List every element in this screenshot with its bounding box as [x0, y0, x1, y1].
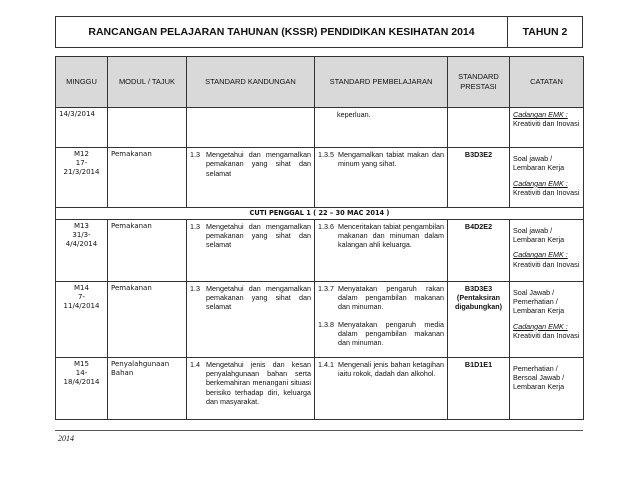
content-standard-cell: [187, 108, 315, 148]
table-row: [56, 148, 584, 208]
module-title: Pemakanan: [111, 150, 152, 158]
col-header-learning-standard: STANDARD PEMBELAJARAN: [315, 57, 448, 108]
module-cell: [108, 281, 187, 357]
content-standard-cell: [187, 281, 315, 357]
learning-number: 1.3.8: [318, 319, 334, 329]
performance-cell: [448, 281, 510, 357]
module-title: Pemakanan: [111, 221, 152, 230]
module-title: Pemakanan: [111, 283, 152, 292]
learning-number: 1.3.5: [318, 150, 334, 159]
performance-cell: [448, 148, 510, 208]
notes-text: Soal jawab / Lembaran Kerja: [513, 225, 565, 244]
content-number: 1.4: [190, 359, 200, 369]
content-text: Mengetahui dan mengamalkan pemakanan yang sihat dan selamat: [206, 221, 311, 250]
notes-text: Soal Jawab / Pemerhatian / Lembaran Kerja: [513, 287, 565, 316]
performance-note: (Pentaksiran digabungkan): [454, 292, 503, 312]
notes-cell: [510, 148, 584, 208]
col-header-performance-standard: STANDARD PRESTASI: [448, 57, 510, 108]
notes-cell: [510, 357, 584, 419]
learning-standard-cell: [315, 108, 448, 148]
content-standard-cell: [187, 357, 315, 419]
holiday-row: [56, 208, 584, 220]
learning-text: Menyatakan pengaruh rakan dalam pengambilan makanan dan minuman.: [338, 283, 444, 312]
performance-cell: [448, 219, 510, 281]
content-text: Mengetahui dan mengamalkan pemakanan yang sihat dan selamat: [206, 283, 311, 312]
emk-text: Kreativiti dan Inovasi: [513, 188, 580, 198]
performance-code: B4D2E2: [464, 221, 493, 231]
emk-label: Cadangan EMK :: [513, 178, 568, 188]
notes-text: Soal jawab / Lembaran Kerja: [513, 154, 565, 173]
module-cell: [108, 219, 187, 281]
module-cell: [108, 148, 187, 208]
module-cell: [108, 357, 187, 419]
learning-standard-cell: [315, 281, 448, 357]
learning-standard-cell: [315, 148, 448, 208]
notes-text: Pemerhatian / Bersoal Jawab / Lembaran Kerja: [513, 363, 565, 392]
learning-number: 1.4.1: [318, 359, 334, 369]
week-cell: [56, 148, 108, 208]
learning-text: Mengenali jenis bahan ketagihan iaitu rokok, dadah dan alkohol.: [338, 359, 444, 378]
content-number: 1.3: [190, 150, 200, 159]
week-cell: [56, 219, 108, 281]
week-cell: [56, 281, 108, 357]
emk-label: Cadangan EMK :: [513, 321, 568, 331]
content-number: 1.3: [190, 283, 200, 293]
performance-code: B1D1E1: [464, 359, 493, 369]
footer-rule: [55, 430, 583, 431]
week-number: M15: [74, 359, 89, 368]
emk-label: Cadangan EMK :: [513, 110, 568, 119]
learning-number: 1.3.6: [318, 221, 334, 231]
emk-text: Kreativiti dan Inovasi: [513, 331, 580, 340]
notes-cell: [510, 108, 584, 148]
page-title: RANCANGAN PELAJARAN TAHUNAN (KSSR) PENDIDIKAN KESIHATAN 2014: [88, 26, 475, 38]
content-number: 1.3: [190, 221, 200, 231]
week-cell: [56, 357, 108, 419]
title-box: [55, 16, 583, 48]
emk-text: Kreativiti dan Inovasi: [513, 119, 580, 129]
performance-cell: [448, 357, 510, 419]
week-start: 17-: [75, 159, 88, 168]
learning-text: keperluan.: [337, 110, 371, 119]
notes-cell: [510, 219, 584, 281]
performance-code: B3D3E3: [464, 283, 493, 293]
learning-text: Mengamalkan tabiat makan dan minum yang sihat.: [338, 150, 444, 169]
table-row: [56, 219, 584, 281]
holiday-label: CUTI PENGGAL 1 ( 22 – 30 MAC 2014 ): [56, 208, 584, 220]
content-standard-cell: [187, 148, 315, 208]
module-cell: [108, 108, 187, 148]
col-header-notes: CATATAN: [510, 57, 584, 108]
table-header-row: [56, 57, 584, 108]
performance-cell: [448, 108, 510, 148]
week-start: 31/3-: [72, 230, 91, 239]
col-header-content-standard: STANDARD KANDUNGAN: [187, 57, 315, 108]
col-header-module: MODUL / TAJUK: [108, 57, 187, 108]
learning-standard-cell: [315, 219, 448, 281]
content-standard-cell: [187, 219, 315, 281]
emk-label: Cadangan EMK :: [513, 250, 568, 260]
week-number: M14: [74, 283, 89, 292]
week-number: M12: [74, 150, 89, 158]
year-label: TAHUN 2: [522, 26, 568, 38]
performance-code: B3D3E2: [464, 150, 493, 159]
notes-cell: [510, 281, 584, 357]
lesson-plan-table: [55, 56, 584, 420]
learning-number: 1.3.7: [318, 283, 334, 293]
week-cell: [56, 108, 108, 148]
module-title: Penyalahgunaan Bahan: [111, 359, 170, 377]
learning-text: Menceritakan tabiat pengambilan makanan dan minuman dalam kalangan ahli keluarga.: [338, 221, 444, 250]
week-end: 11/4/2014: [63, 301, 100, 310]
week-start: 14-: [75, 368, 88, 377]
table-row: [56, 281, 584, 357]
week-end: 4/4/2014: [65, 239, 98, 248]
week-end: 18/4/2014: [63, 377, 100, 386]
emk-text: Kreativiti dan Inovasi: [513, 259, 580, 269]
learning-text: Menyatakan pengaruh media dalam pengambilan makanan dan minuman.: [338, 319, 444, 348]
week-end: 21/3/2014: [63, 168, 100, 177]
col-header-week: MINGGU: [56, 57, 108, 108]
content-text: Mengetahui jenis dan kesan penyalahgunaan bahan serta berkemahiran menangani situasi berisiko terhadap diri, keluarga dan masyarakat.: [206, 359, 311, 406]
content-text: Mengetahui dan mengamalkan pemakanan yang sihat dan selamat: [206, 150, 311, 178]
table-row: [56, 357, 584, 419]
week-start: 7-: [78, 292, 85, 301]
table-row: [56, 108, 584, 148]
week-date: 14/3/2014: [59, 110, 95, 118]
learning-standard-cell: [315, 357, 448, 419]
week-number: M13: [74, 221, 89, 230]
footer-year: 2014: [58, 434, 74, 443]
